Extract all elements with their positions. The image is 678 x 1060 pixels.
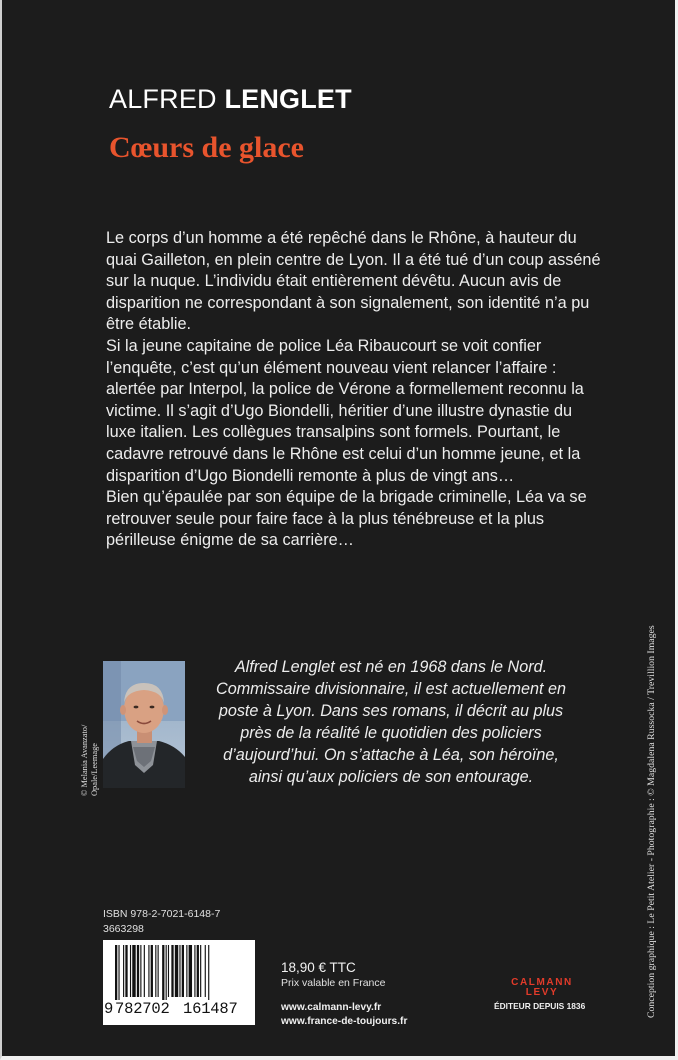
author-name [109,84,352,115]
author-last-name: LENGLET [224,84,352,114]
publisher-tagline: ÉDITEUR DEPUIS 1836 [494,1001,586,1011]
barcode-bar [175,945,178,997]
barcode-bar [205,945,206,997]
barcode-bar [189,945,192,997]
synopsis-paragraph-3: Bien qu’épaulée par son équipe de la brigade criminelle, Léa va se retrouver seule pour faire face à la plus ténébreuse et la plus périlleuse énigme de sa carrière… [106,488,587,550]
price-note [281,978,385,990]
photo-credit-line-1: © Melania Avanzato/ [80,724,89,796]
barcode-bar [118,945,119,1000]
barcode-bar [194,945,195,997]
barcode-bar [171,945,173,997]
barcode-bar [208,945,209,1000]
series-url[interactable]: www.france-de-toujours.fr [281,1016,408,1027]
barcode-bar [158,945,159,997]
barcode-bar [186,945,187,997]
barcode-digit-group-2: 161487 [183,1000,238,1018]
barcode-bar [125,945,127,997]
author-portrait-illustration [103,661,185,788]
publisher-logo-line-2: LEVY [525,987,559,998]
isbn-number: ISBN 978-2-7021-6148-7 [103,908,221,920]
isbn-block [103,907,220,937]
synopsis [106,228,606,552]
book-title: Cœurs de glace [109,131,304,164]
barcode-bar [162,945,164,1000]
barcode [103,940,255,1025]
publisher-logo-line-1: CALMANN [511,977,573,988]
product-code: 3663298 [103,923,144,935]
price: 18,90 € TTC [281,960,356,975]
author-photo-credit [80,724,100,796]
publisher-url[interactable]: www.calmann-levy.fr [281,1002,382,1013]
author-biography: Alfred Lenglet est né en 1968 dans le Nord. Commissaire divisionnaire, il est actuellement en poste à Lyon. Dans ses romans, il décrit au plus près de la réalité le quotidien des policiers d’aujourd’hui. On s’attache à Léa, son héroïne, ainsi qu’aux policiers de son entourage. [216,658,566,786]
publisher-logo [482,978,602,998]
barcode-bars [103,940,255,1000]
barcode-bar [137,945,139,997]
barcode-bar [155,945,156,997]
author-first-name: ALFRED [109,84,217,114]
synopsis-paragraph-2: Si la jeune capitaine de police Léa Ribaucourt se voit confier l’enquête, c’est qu’un élément nouveau vient relancer l’affaire : alertée par Interpol, la police de Vérone a formellement reconnu la victime. Il s’agit d’Ugo Biondelli, héritier d’une illustre dynastie du luxe italien. Les collègues transalpins sont formels. Pourtant, le cadavre retrouvé dans le Rhône est celui d’un homme jeune, et la disparition d’Ugo Biondelli remonte à plus de vingt ans… [106,336,584,485]
barcode-bar [132,945,135,997]
barcode-bar [140,945,141,997]
barcode-digit-group-1: 782702 [115,1000,170,1018]
barcode-bar [168,945,169,997]
barcode-bar [182,945,184,997]
barcode-bar [197,945,199,997]
barcode-bar [151,945,153,997]
design-photo-credit: Conception graphique : Le Petit Atelier - Photographie : © Magdalena Russocka / Trevillion Images [646,625,657,1018]
barcode-bar [123,945,124,997]
barcode-bar [166,945,167,1000]
barcode-lead-digit: 9 [104,1000,114,1018]
barcode-bar [200,945,201,997]
barcode-bar [179,945,180,997]
barcode-bar [144,945,145,997]
barcode-bar [130,945,131,997]
barcode-bar [148,945,149,997]
author-photo [103,661,185,788]
price-note-line-1: Prix valable en France [281,977,386,989]
synopsis-paragraph-1: Le corps d’un homme a été repêché dans le Rhône, à hauteur du quai Gailleton, en plein centre de Lyon. Il a été tué d’un coup asséné sur la nuque. L’individu était entièrement dévêtu. Aucun avis de disparition ne correspondant à son signalement, son identité n’a pu être établie. [106,229,601,334]
barcode-bar [115,945,117,1000]
photo-credit-line-2: Opale/Leemage [90,742,99,796]
